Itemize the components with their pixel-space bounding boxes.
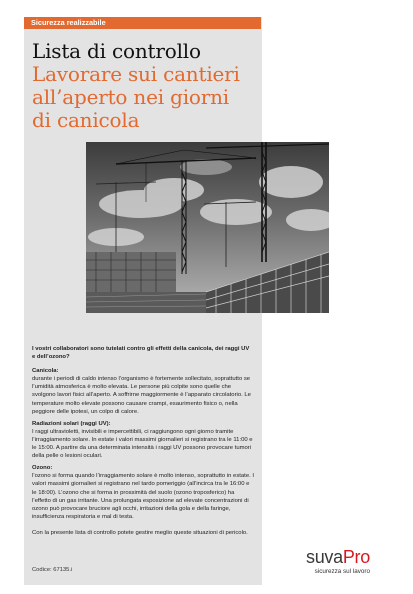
photo-building-left <box>86 252 176 292</box>
construction-site-photo <box>86 142 329 313</box>
logo-tagline: sicurezza sul lavoro <box>314 568 370 575</box>
section-title-canicola: Canicola: <box>32 368 59 375</box>
logo-pro-text: Pro <box>342 547 370 567</box>
closing-text: Con la presente lista di controllo potete gestire meglio queste situazioni di pericolo. <box>32 529 248 536</box>
section-title-ozono: Ozono: <box>32 465 53 472</box>
logo-wordmark <box>306 547 370 567</box>
body-text <box>32 345 254 537</box>
title-block <box>32 40 412 132</box>
category-tag: Sicurezza realizzabile <box>24 17 261 29</box>
page-subtitle: Lavorare sui cantieri all’aperto nei giorni di canicola <box>32 62 240 132</box>
section-text-ozono: l’ozono si forma quando l’irraggiamento solare è molto intenso, soprattutto in estate. I valori massimi giornalieri si registrano nel tardo pomeriggio (all’incirca tra le 16:00 e le 18:00). L’ozono che si forma in prossimità del suolo (ozono troposferico) ha l’effetto di un gas irritante. Una prolungata esposizione ad elevate concentrazioni di ozono può provocare bruciore agli occhi, irritazioni della gola e della faringe, insufficienza respiratoria e mal di testa. <box>32 473 255 520</box>
intro-question: I vostri collaboratori sono tutelati contro gli effetti della canicola, dei raggi UV e dell’ozono? <box>32 346 250 361</box>
page-title: Lista di controllo <box>32 39 201 63</box>
suvapro-logo <box>306 547 370 575</box>
document-code: Codice: 67135.i <box>32 567 73 573</box>
section-title-uv: Radiazioni solari (raggi UV): <box>32 420 111 427</box>
section-text-uv: I raggi ultravioletti, invisibili e impercettibili, ci raggiungono ogni giorno tramite l’irraggiamento solare. In estate i valori massimi giornalieri si registrano tra le 11:00 e le 15:00. A partire da una determinata intensità i raggi UV possono provocare tumori della pelle o lesioni oculari. <box>32 428 253 460</box>
photo-ground <box>86 292 206 313</box>
section-text-canicola: durante i periodi di caldo intenso l’organismo è fortemente sollecitato, soprattutto se l’umidità atmosferica è molto elevata. Le persone più colpite sono quelle che svolgono lavori fisici all’aperto. A soffrirne maggiormente è l’apparato circolatorio. Le temperature molto elevate possono causare crampi, esaurimento fisico o, nella peggiore delle ipotesi, un colpo di calore. <box>32 376 251 415</box>
logo-suva-text: suva <box>306 547 343 567</box>
